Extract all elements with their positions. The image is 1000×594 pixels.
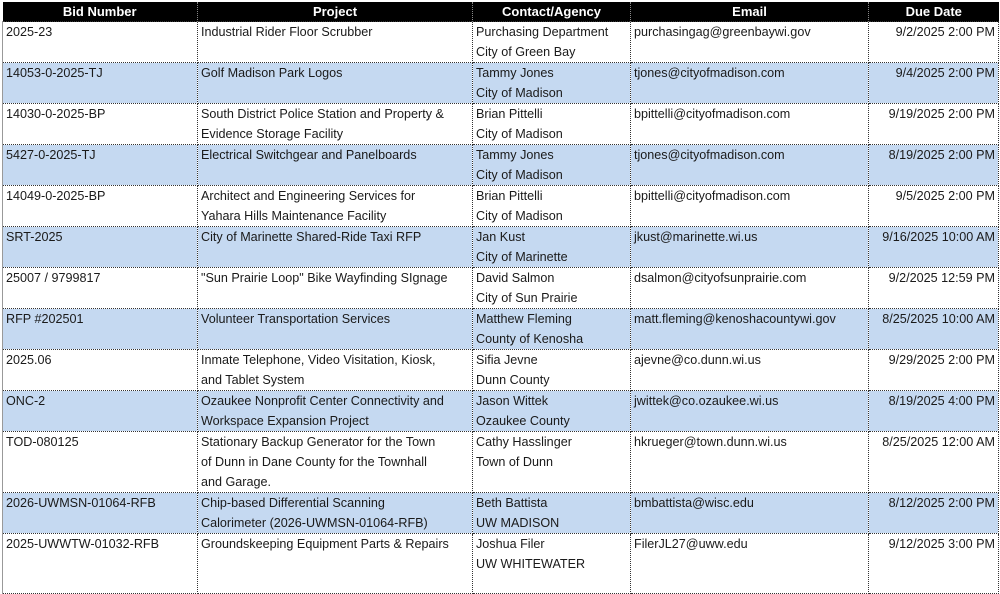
header-due-date[interactable]: Due Date — [869, 2, 999, 22]
table-row — [3, 534, 999, 594]
contact-name: Jan Kust — [476, 230, 526, 244]
email-cell[interactable]: tjones@cityofmadison.com — [631, 63, 869, 104]
header-bid-number[interactable]: Bid Number — [3, 2, 198, 22]
contact-agency-cell[interactable] — [473, 309, 631, 350]
header-project[interactable]: Project — [198, 2, 473, 22]
agency-name: City of Madison — [476, 209, 563, 223]
due-date-cell[interactable]: 9/2/2025 12:59 PM — [869, 268, 999, 309]
due-date-cell[interactable]: 8/19/2025 2:00 PM — [869, 145, 999, 186]
table-row — [3, 63, 999, 104]
table-row — [3, 391, 999, 432]
bid-number-cell[interactable]: 25007 / 9799817 — [3, 268, 198, 309]
project-cell[interactable] — [198, 186, 473, 227]
project-line: and Tablet System — [201, 373, 305, 387]
contact-name: Brian Pittelli — [476, 189, 543, 203]
contact-name: Cathy Hasslinger — [476, 435, 572, 449]
due-date-cell[interactable]: 8/12/2025 2:00 PM — [869, 493, 999, 534]
contact-name: Sifia Jevne — [476, 353, 538, 367]
project-line: Industrial Rider Floor Scrubber — [201, 25, 373, 39]
agency-name: City of Marinette — [476, 250, 568, 264]
bid-number-cell[interactable]: TOD-080125 — [3, 432, 198, 493]
due-date-cell[interactable]: 9/2/2025 2:00 PM — [869, 22, 999, 63]
table-row — [3, 104, 999, 145]
agency-name: County of Kenosha — [476, 332, 584, 346]
table-row — [3, 432, 999, 493]
contact-name: Beth Battista — [476, 496, 548, 510]
project-line: Chip-based Differential Scanning — [201, 496, 385, 510]
project-line: Architect and Engineering Services for — [201, 189, 416, 203]
agency-name: City of Madison — [476, 127, 563, 141]
agency-name: City of Sun Prairie — [476, 291, 578, 305]
bid-number-cell[interactable]: 14049-0-2025-BP — [3, 186, 198, 227]
contact-name: Joshua Filer — [476, 537, 545, 551]
due-date-cell[interactable]: 9/12/2025 3:00 PM — [869, 534, 999, 594]
project-cell[interactable] — [198, 145, 473, 186]
email-cell[interactable]: bpittelli@cityofmadison.com — [631, 104, 869, 145]
project-cell[interactable] — [198, 63, 473, 104]
agency-name: City of Madison — [476, 168, 563, 182]
contact-name: Matthew Fleming — [476, 312, 572, 326]
bid-number-cell[interactable]: 14030-0-2025-BP — [3, 104, 198, 145]
bid-number-cell[interactable]: ONC-2 — [3, 391, 198, 432]
bid-number-cell[interactable]: 2026-UWMSN-01064-RFB — [3, 493, 198, 534]
contact-agency-cell[interactable] — [473, 145, 631, 186]
project-line: City of Marinette Shared-Ride Taxi RFP — [201, 230, 422, 244]
bid-number-cell[interactable]: 14053-0-2025-TJ — [3, 63, 198, 104]
contact-agency-cell[interactable] — [473, 350, 631, 391]
email-cell[interactable]: bmbattista@wisc.edu — [631, 493, 869, 534]
due-date-cell[interactable]: 9/5/2025 2:00 PM — [869, 186, 999, 227]
project-line: Yahara Hills Maintenance Facility — [201, 209, 387, 223]
email-cell[interactable]: jwittek@co.ozaukee.wi.us — [631, 391, 869, 432]
contact-agency-cell[interactable] — [473, 227, 631, 268]
project-line: and Garage. — [201, 475, 272, 489]
project-line: "Sun Prairie Loop" Bike Wayfinding SIgnage — [201, 271, 448, 285]
contact-agency-cell[interactable] — [473, 63, 631, 104]
email-cell[interactable]: FilerJL27@uww.edu — [631, 534, 869, 594]
bid-number-cell[interactable]: 2025.06 — [3, 350, 198, 391]
project-cell[interactable] — [198, 104, 473, 145]
contact-name: Jason Wittek — [476, 394, 549, 408]
contact-agency-cell[interactable] — [473, 268, 631, 309]
agency-name: UW WHITEWATER — [476, 557, 586, 571]
project-cell[interactable] — [198, 493, 473, 534]
due-date-cell[interactable]: 8/25/2025 12:00 AM — [869, 432, 999, 493]
project-line: Calorimeter (2026-UWMSN-01064-RFB) — [201, 516, 428, 530]
email-cell[interactable]: hkrueger@town.dunn.wi.us — [631, 432, 869, 493]
table-row — [3, 350, 999, 391]
agency-name: City of Madison — [476, 86, 563, 100]
project-line: Groundskeeping Equipment Parts & Repairs — [201, 537, 449, 551]
due-date-cell[interactable]: 9/29/2025 2:00 PM — [869, 350, 999, 391]
email-cell[interactable]: ajevne@co.dunn.wi.us — [631, 350, 869, 391]
bid-number-cell[interactable]: 2025-UWWTW-01032-RFB — [3, 534, 198, 594]
contact-agency-cell[interactable] — [473, 432, 631, 493]
header-contact-agency[interactable]: Contact/Agency — [473, 2, 631, 22]
project-cell[interactable] — [198, 391, 473, 432]
contact-agency-cell[interactable] — [473, 104, 631, 145]
table-row — [3, 309, 999, 350]
email-cell[interactable]: tjones@cityofmadison.com — [631, 145, 869, 186]
header-row — [3, 2, 999, 22]
due-date-cell[interactable]: 9/4/2025 2:00 PM — [869, 63, 999, 104]
project-line: Inmate Telephone, Video Visitation, Kiosk, — [201, 353, 436, 367]
contact-agency-cell[interactable] — [473, 22, 631, 63]
project-line: Evidence Storage Facility — [201, 127, 344, 141]
header-email[interactable]: Email — [631, 2, 869, 22]
table-row — [3, 22, 999, 63]
contact-agency-cell[interactable] — [473, 391, 631, 432]
project-cell[interactable] — [198, 432, 473, 493]
email-cell[interactable]: bpittelli@cityofmadison.com — [631, 186, 869, 227]
project-line: South District Police Station and Property & — [201, 107, 444, 121]
due-date-cell[interactable]: 8/25/2025 10:00 AM — [869, 309, 999, 350]
contact-name: Brian Pittelli — [476, 107, 543, 121]
email-cell[interactable]: jkust@marinette.wi.us — [631, 227, 869, 268]
project-cell[interactable] — [198, 268, 473, 309]
email-cell[interactable]: matt.fleming@kenoshacountywi.gov — [631, 309, 869, 350]
table-row — [3, 186, 999, 227]
bid-number-cell[interactable]: 5427-0-2025-TJ — [3, 145, 198, 186]
agency-name: Ozaukee County — [476, 414, 570, 428]
contact-name: Tammy Jones — [476, 66, 554, 80]
contact-name: Purchasing Department — [476, 25, 609, 39]
contact-name: David Salmon — [476, 271, 555, 285]
bid-number-cell[interactable]: RFP #202501 — [3, 309, 198, 350]
table-row — [3, 493, 999, 534]
table-row — [3, 145, 999, 186]
due-date-cell[interactable]: 8/19/2025 4:00 PM — [869, 391, 999, 432]
contact-agency-cell[interactable] — [473, 534, 631, 594]
email-cell[interactable]: dsalmon@cityofsunprairie.com — [631, 268, 869, 309]
table-row — [3, 227, 999, 268]
email-cell[interactable]: purchasingag@greenbaywi.gov — [631, 22, 869, 63]
table-row — [3, 268, 999, 309]
contact-name: Tammy Jones — [476, 148, 554, 162]
project-line: Ozaukee Nonprofit Center Connectivity and — [201, 394, 444, 408]
project-cell[interactable] — [198, 350, 473, 391]
contact-agency-cell[interactable] — [473, 493, 631, 534]
agency-name: City of Green Bay — [476, 45, 576, 59]
due-date-cell[interactable]: 9/16/2025 10:00 AM — [869, 227, 999, 268]
project-line: Electrical Switchgear and Panelboards — [201, 148, 417, 162]
due-date-cell[interactable]: 9/19/2025 2:00 PM — [869, 104, 999, 145]
project-cell[interactable] — [198, 534, 473, 594]
project-cell[interactable] — [198, 227, 473, 268]
project-cell[interactable] — [198, 22, 473, 63]
bid-number-cell[interactable]: SRT-2025 — [3, 227, 198, 268]
agency-name: UW MADISON — [476, 516, 560, 530]
project-cell[interactable] — [198, 309, 473, 350]
agency-name: Town of Dunn — [476, 455, 554, 469]
agency-name: Dunn County — [476, 373, 550, 387]
bids-table — [2, 2, 999, 594]
project-line: Stationary Backup Generator for the Town — [201, 435, 436, 449]
project-line: Golf Madison Park Logos — [201, 66, 343, 80]
project-line: Volunteer Transportation Services — [201, 312, 391, 326]
bid-number-cell[interactable]: 2025-23 — [3, 22, 198, 63]
project-line: Workspace Expansion Project — [201, 414, 369, 428]
project-line: of Dunn in Dane County for the Townhall — [201, 455, 427, 469]
contact-agency-cell[interactable] — [473, 186, 631, 227]
